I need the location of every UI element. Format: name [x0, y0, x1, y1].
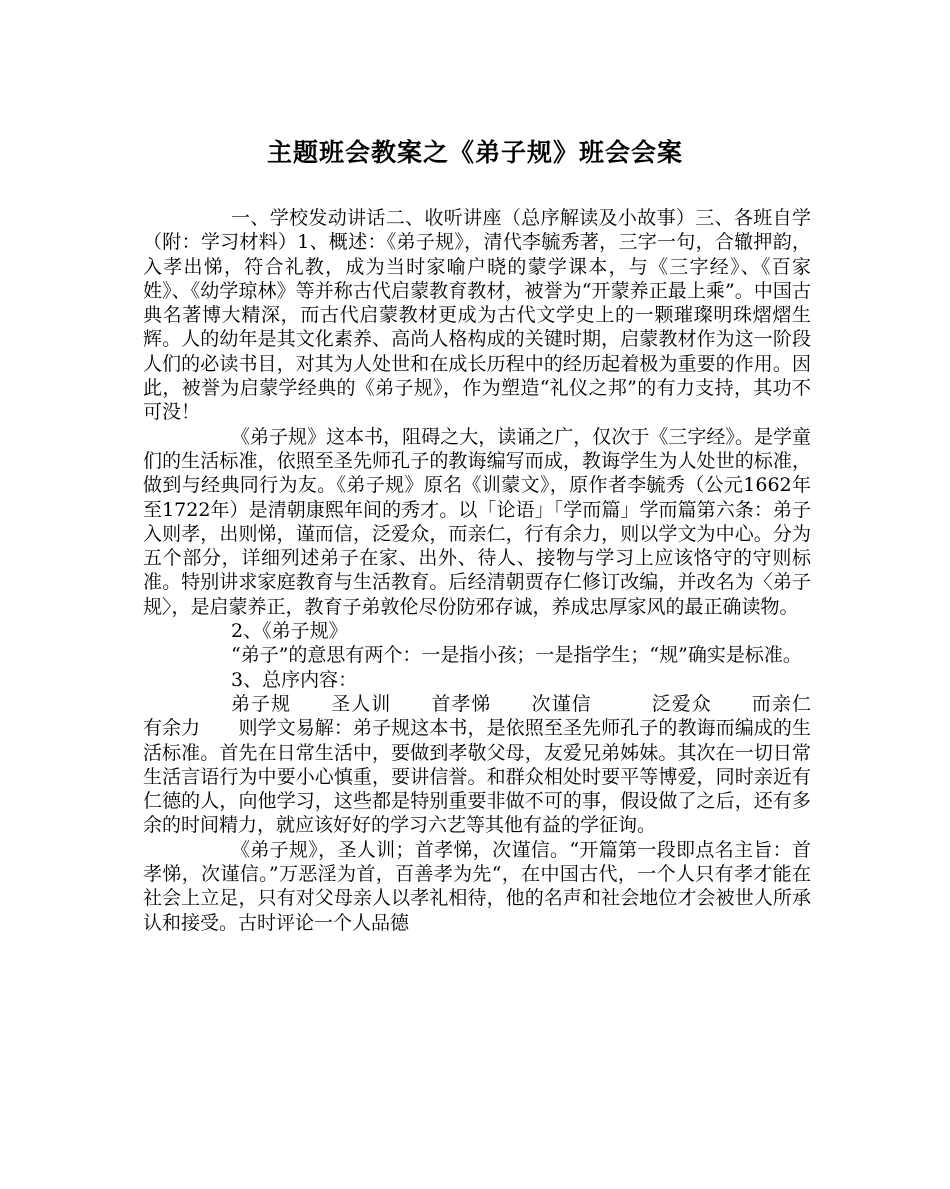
paragraph-section-heading: 2、《弟子规》: [231, 620, 348, 643]
document-title: 主题班会教案之《弟子规》班会会案: [266, 138, 683, 167]
paragraph-meaning: “弟子”的意思有两个：一是指小孩；一是指学生；“规”确实是标准。: [231, 644, 802, 667]
paragraph-section-heading: 3、总序内容：: [231, 668, 358, 691]
paragraph-intro: 一、学校发动讲话二、收听讲座（总序解读及小故事）三、各班自学（附：学习材料）1、概述：《弟子规》，清代李毓秀著，三字一句，合辙押韵，入孝出悌，符合礼教，成为当时家喻户晓的蒙学课本，与《三字经》、《百家姓》、《幼学琼林》等并称古代启蒙教育教材，被誉为“开蒙养正最上乘”。中国古典名著博大精深，而古代启蒙教材更成为古代文学史上的一颗璀璨明珠熠熠生辉。人的幼年是其文化素养、高尚人格构成的关键时期，启蒙教材作为这一阶段人们的必读书目，对其为人处世和在成长历程中的经历起着极为重要的作用。因此，被誉为启蒙学经典的《弟子规》，作为塑造“礼仪之邦”的有力支持，其功不可没！: [143, 207, 811, 424]
document-body: [143, 206, 850, 935]
paragraph-commentary: 《弟子规》，圣人训；首孝悌，次谨信。“开篇第一段即点名主旨：首孝悌，次谨信。”万恶淫为首，百善孝为先“，在中国古代，一个人只有孝才能在社会上立足，只有对父母亲人以孝礼相待，他的名声和社会地位才会被世人所承认和接受。古时评论一个人品德: [143, 838, 811, 934]
paragraph-book-description: 《弟子规》这本书，阻碍之大，读诵之广，仅次于《三字经》。是学童们的生活标准，依照至圣先师孔子的教诲编写而成，教诲学生为人处世的标准，做到与经典同行为友。《弟子规》原名《训蒙文》，原作者李毓秀（公元1662年至1722年）是清朝康熙年间的秀才。以「论语」「学而篇」学而篇第六条：弟子入则孝，出则悌，谨而信，泛爱众，而亲仁，行有余力，则以学文为中心。分为五个部分，详细列述弟子在家、出外、待人、接物与学习上应该恪守的守则标准。特别讲求家庭教育与生活教育。后经清朝贾存仁修订改编，并改名为〈弟子规〉，是启蒙养正，教育子弟敦伦尽份防邪存诚，养成忠厚家风的最正确读物。: [143, 425, 811, 618]
paragraph-verse-explanation: 弟子规 圣人训 首孝悌 次谨信 泛爱众 而亲仁 有余力 则学文易解：弟子规这本书，是依照至圣先师孔子的教诲而编成的生活标准。首先在日常生活中，要做到孝敬父母，友爱兄弟姊妹。其次在一切日常生活言语行为中要小心慎重，要讲信誉。和群众相处时要平等博爱，同时亲近有仁德的人，向他学习，这些都是特别重要非做不可的事，假设做了之后，还有多余的时间精力，就应该好好的学习六艺等其他有益的学征询。: [143, 692, 850, 837]
